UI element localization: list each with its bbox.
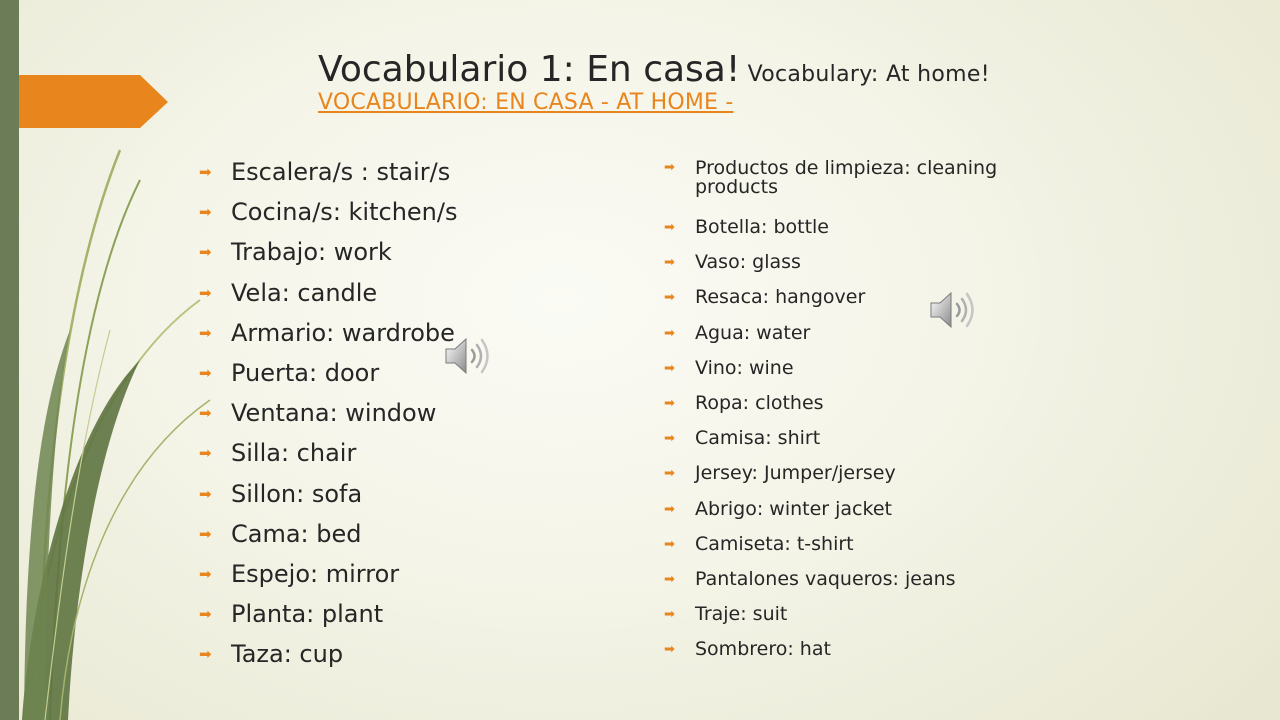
list-item [662, 156, 1022, 210]
slide-title [318, 50, 1078, 116]
arrow-bullet-icon: ➡ [199, 645, 212, 664]
list-item [662, 527, 1022, 562]
list-item-text: Cama: bed [231, 519, 362, 548]
list-item-text: Espejo: mirror [231, 559, 400, 588]
arrow-bullet-icon: ➡ [664, 325, 675, 341]
list-item [662, 492, 1022, 527]
list-item-text: Sillon: sofa [231, 479, 363, 508]
list-item-text: Sombrero: hat [695, 638, 831, 661]
list-item [198, 393, 457, 433]
title-accent-tab [0, 0, 170, 130]
arrow-bullet-icon: ➡ [199, 605, 212, 624]
arrow-bullet-icon: ➡ [199, 564, 212, 583]
list-item [662, 210, 1022, 245]
speaker-icon[interactable] [928, 288, 978, 332]
list-item-text: Camisa: shirt [695, 427, 821, 450]
arrow-bullet-icon: ➡ [664, 395, 675, 411]
arrow-bullet-icon: ➡ [199, 163, 212, 181]
arrow-bullet-icon: ➡ [199, 363, 212, 382]
arrow-bullet-icon: ➡ [664, 255, 675, 271]
arrow-bullet-icon: ➡ [664, 160, 675, 175]
list-item-text: Armario: wardrobe [231, 318, 455, 347]
list-item [662, 421, 1022, 456]
arrow-bullet-icon: ➡ [664, 642, 675, 658]
list-item [198, 634, 457, 674]
list-item-text: Jersey: Jumper/jersey [695, 462, 896, 485]
arrow-bullet-icon: ➡ [199, 444, 212, 463]
arrow-bullet-icon: ➡ [199, 203, 212, 222]
arrow-bullet-icon: ➡ [664, 431, 675, 447]
list-item [662, 386, 1022, 421]
arrow-bullet-icon: ➡ [664, 466, 675, 482]
list-item [662, 562, 1022, 597]
arrow-bullet-icon: ➡ [199, 243, 212, 262]
list-item [198, 152, 457, 192]
list-item [662, 456, 1022, 491]
list-item-text: Agua: water [695, 321, 811, 344]
list-item-text: Traje: suit [695, 603, 788, 626]
list-item-text: Vino: wine [695, 356, 794, 379]
list-item [198, 192, 457, 232]
list-item [198, 554, 457, 594]
list-item-text: Abrigo: winter jacket [695, 497, 892, 520]
arrow-bullet-icon: ➡ [664, 607, 675, 623]
list-item-text: Vela: candle [231, 278, 378, 307]
vocab-list-left [198, 152, 457, 674]
list-item-text: Botella: bottle [695, 216, 829, 238]
list-item [662, 245, 1022, 280]
arrow-bullet-icon: ➡ [664, 571, 675, 587]
arrow-bullet-icon: ➡ [199, 484, 212, 503]
list-item [198, 474, 457, 514]
arrow-bullet-icon: ➡ [664, 501, 675, 517]
arrow-bullet-icon: ➡ [199, 323, 212, 342]
list-item-text: Camiseta: t-shirt [695, 532, 854, 555]
list-item [198, 232, 457, 272]
list-item [198, 353, 457, 393]
list-item-text: Ropa: clothes [695, 391, 824, 414]
arrow-bullet-icon: ➡ [664, 360, 675, 376]
list-item-text: Escalera/s : stair/s [231, 158, 451, 186]
list-item [198, 433, 457, 473]
arrow-bullet-icon: ➡ [664, 290, 675, 306]
speaker-icon[interactable] [443, 334, 493, 378]
list-item-text: Productos de limpieza: cleaning products [695, 157, 998, 198]
list-item-text: Vaso: glass [695, 251, 801, 274]
list-item-text: Ventana: window [231, 399, 437, 428]
list-item [662, 351, 1022, 386]
arrow-bullet-icon: ➡ [664, 220, 675, 235]
title-link[interactable]: VOCABULARIO: EN CASA - AT HOME - [318, 89, 734, 115]
list-item-text: Planta: plant [231, 600, 384, 629]
list-item [198, 273, 457, 313]
list-item-text: Puerta: door [231, 358, 380, 387]
list-item [198, 594, 457, 634]
list-item-text: Cocina/s: kitchen/s [231, 198, 458, 227]
list-item-text: Trabajo: work [231, 238, 392, 267]
arrow-bullet-icon: ➡ [664, 536, 675, 552]
vocab-list-right [662, 156, 1022, 667]
title-sub: Vocabulary: At home! [740, 62, 990, 87]
list-item-text: Silla: chair [231, 439, 357, 468]
list-item-text: Resaca: hangover [695, 286, 866, 309]
arrow-bullet-icon: ➡ [199, 524, 212, 543]
list-item [662, 597, 1022, 632]
list-item-text: Pantalones vaqueros: jeans [695, 567, 956, 590]
list-item-text: Taza: cup [231, 640, 344, 669]
title-main: Vocabulario 1: En casa! [318, 49, 741, 90]
list-item [198, 313, 457, 353]
list-item [198, 514, 457, 554]
arrow-bullet-icon: ➡ [199, 404, 212, 423]
arrow-bullet-icon: ➡ [199, 283, 212, 302]
list-item [662, 632, 1022, 667]
